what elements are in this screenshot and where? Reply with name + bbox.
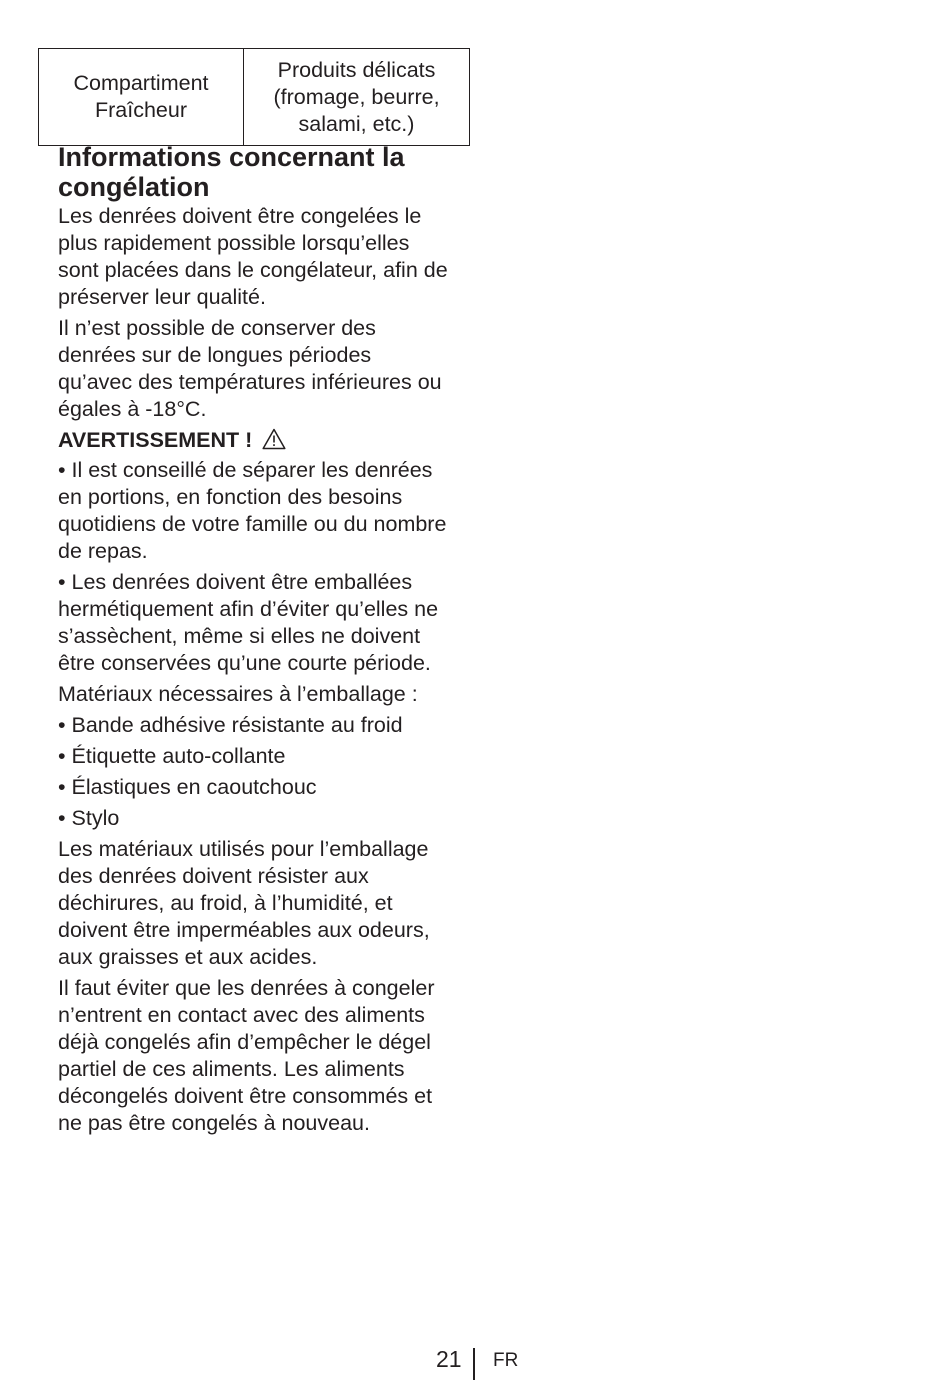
text-line: de repas. (58, 539, 148, 563)
text-line: denrées sur de longues périodes (58, 343, 372, 367)
text-line: déjà congelés afin d’empêcher le dégel (58, 1030, 431, 1054)
freezing-section (58, 142, 478, 1141)
text-line: ne pas être congelés à nouveau. (58, 1111, 370, 1135)
products-line: (fromage, beurre, (273, 84, 440, 109)
warning-title (58, 427, 478, 457)
text-line: partiel de ces aliments. Les aliments (58, 1057, 405, 1081)
materials-item: • Étiquette auto-collante (58, 744, 286, 768)
warning-title-text: AVERTISSEMENT ! (58, 428, 253, 452)
heading-line: Informations concernant la (58, 142, 405, 172)
text-line: Il n’est possible de conserver des (58, 316, 376, 340)
paragraph (58, 203, 478, 311)
heading-line: congélation (58, 172, 210, 202)
products-cell (244, 49, 470, 146)
text-line: en portions, en fonction des besoins (58, 485, 403, 509)
text-line: doivent être imperméables aux odeurs, (58, 918, 430, 942)
compartment-cell (39, 49, 244, 146)
text-line: Les matériaux utilisés pour l’emballage (58, 837, 429, 861)
storage-table (38, 48, 470, 146)
paragraph (58, 975, 478, 1137)
text-line: Il faut éviter que les denrées à congeler (58, 976, 435, 1000)
text-line: n’entrent en contact avec des aliments (58, 1003, 425, 1027)
paragraph (58, 315, 478, 423)
text-line: quotidiens de votre famille ou du nombre (58, 512, 447, 536)
text-line: aux graisses et aux acides. (58, 945, 318, 969)
paragraph (58, 836, 478, 971)
text-line: être conservées qu’une courte période. (58, 651, 431, 675)
footer-divider (473, 1348, 475, 1380)
text-line: sont placées dans le congélateur, afin de (58, 258, 448, 282)
products-line: Produits délicats (277, 57, 436, 82)
warning-triangle-icon (262, 428, 286, 457)
page-number: 21 (436, 1346, 462, 1372)
text-line: égales à -18°C. (58, 397, 207, 421)
language-code: FR (493, 1350, 519, 1371)
warning-bullet (58, 569, 478, 677)
compartment-line: Fraîcheur (94, 98, 187, 122)
text-line: décongelés doivent être consommés et (58, 1084, 433, 1108)
text-line: • Les denrées doivent être emballées (58, 570, 413, 594)
products-line: salami, etc.) (298, 111, 415, 136)
compartment-line: Compartiment (73, 71, 209, 95)
text-line: Les denrées doivent être congelées le (58, 204, 422, 228)
text-line: qu’avec des températures inférieures ou (58, 370, 442, 394)
text-line: des denrées doivent résister aux (58, 864, 369, 888)
text-line: plus rapidement possible lorsqu’elles (58, 231, 410, 255)
text-line: hermétiquement afin d’éviter qu’elles ne (58, 597, 439, 621)
table-row (39, 49, 470, 146)
section-heading (58, 142, 478, 202)
text-line: déchirures, au froid, à l’humidité, et (58, 891, 393, 915)
warning-bullet (58, 457, 478, 565)
text-line: • Il est conseillé de séparer les denrées (58, 458, 433, 482)
materials-item: • Élastiques en caoutchouc (58, 775, 317, 799)
text-line: préserver leur qualité. (58, 285, 266, 309)
materials-item: • Bande adhésive résistante au froid (58, 713, 403, 737)
text-line: s’assèchent, même si elles ne doivent (58, 624, 421, 648)
materials-item: • Stylo (58, 806, 120, 830)
materials-intro: Matériaux nécessaires à l’emballage : (58, 682, 418, 706)
